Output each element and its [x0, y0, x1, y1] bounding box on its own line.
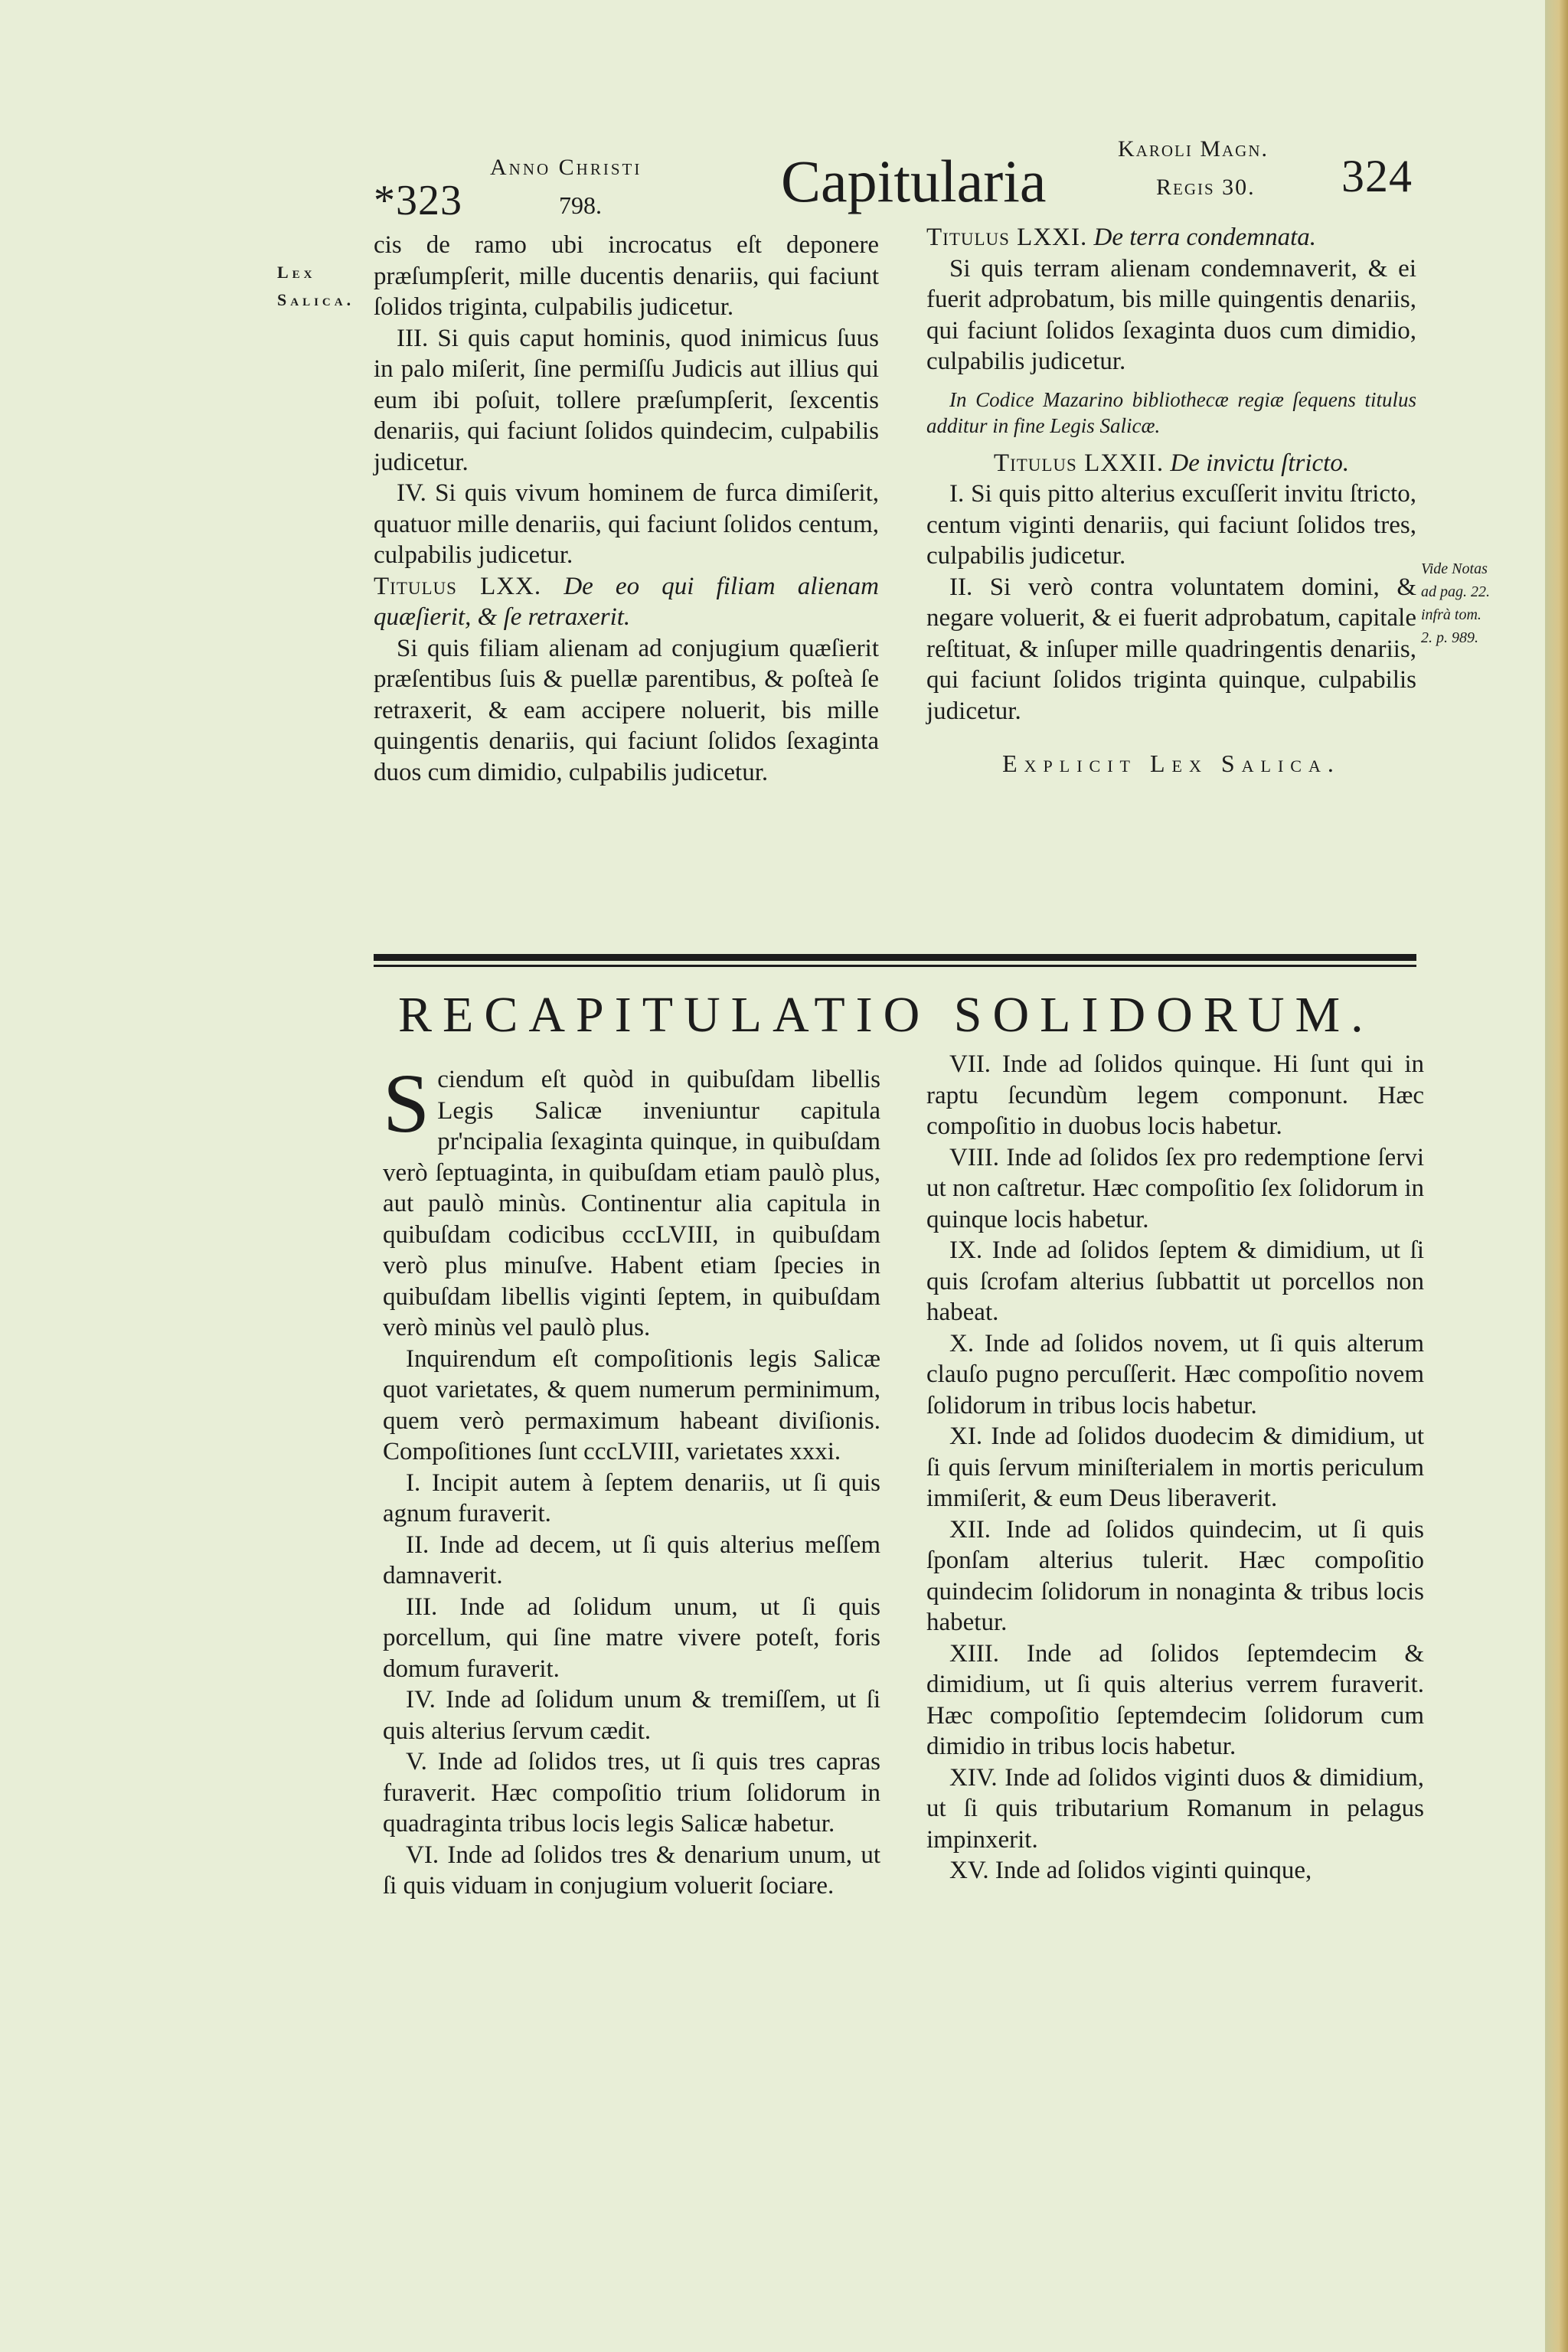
- margin-line: Salica.: [277, 290, 355, 309]
- titulus-heading: [926, 448, 1416, 479]
- titulus-label: Titulus LXX.: [374, 572, 542, 600]
- header-anno-year: 798.: [559, 191, 602, 219]
- list-item: IX. Inde ad ſolidos ſeptem & dimidium, ut ſi quis ſcrofam alterius ſubbattit ut porcellos non habeat.: [926, 1236, 1424, 1326]
- running-title: Capitularia: [781, 148, 1047, 214]
- page-number-left: *323: [374, 177, 462, 224]
- page-number-right: 324: [1341, 151, 1413, 201]
- book-spine: [1545, 0, 1568, 2352]
- titulus-title: De invictu ſtricto.: [1170, 449, 1350, 477]
- titulus-heading: [374, 571, 879, 633]
- margin-line: 2. p. 989.: [1421, 629, 1478, 646]
- paragraph: Si quis filiam alienam ad conjugium quæſierit præſentibus ſuis & puellæ parentibus, & poſteà ſe retraxerit, & eam accipere noluerit, bis mille quingentis denariis, qui faciunt ſolidos ſexaginta duos cum dimidio, culpabilis judicetur.: [374, 634, 879, 786]
- margin-note-vide: [1421, 557, 1490, 649]
- titulus-label: Titulus LXXII.: [993, 449, 1165, 477]
- paragraph-text: ciendum eſt quòd in quibuſdam libellis Legis Salicæ inveniuntur capitula pr'ncipalia ſexaginta quinque, in quibuſdam verò ſeptuaginta, in quibuſdam etiam paulò plus, aut paulò minùs. Continentur alia capitula in quibuſdam codicibus cccLVIII, in quibuſdam verò plus minuſve. Habent etiam ſpecies in quibuſdam libellis viginti ſeptem, in quibuſdam verò minùs vel paulò plus.: [383, 1066, 880, 1341]
- column-2: [926, 222, 1416, 779]
- section-title: RECAPITULATIO SOLIDORUM.: [398, 987, 1374, 1043]
- list-item: III. Inde ad ſolidum unum, ut ſi quis porcellum, qui ſine matre vivere poteſt, foris domum furaverit.: [383, 1592, 880, 1683]
- margin-line: Lex: [277, 263, 316, 282]
- titulus-title: De eo qui filiam alienam quæſierit, & ſe retraxerit.: [374, 572, 880, 631]
- column-4: [926, 1049, 1424, 1886]
- list-item: XIV. Inde ad ſolidos viginti duos & dimidium, ut ſi quis tributarium Romanum in pelagus impinxerit.: [926, 1763, 1424, 1854]
- paragraph: Inquirendum eſt compoſitionis legis Salicæ quot varietates, & quem numerum perminimum, quem verò permaximum habeant diviſionis. Compoſitiones ſunt cccLVIII, varietates xxxi.: [383, 1344, 880, 1465]
- paragraph: Si quis terram alienam condemnaverit, & ei fuerit adprobatum, bis mille quingentis denariis, qui faciunt ſolidos ſexaginta duos cum dimidio, culpabilis judicetur.: [926, 254, 1416, 375]
- column-1: [374, 230, 879, 788]
- paragraph: I. Si quis pitto alterius excuſſerit invitu ſtricto, centum viginti denariis, qui faciunt ſolidos tres, culpabilis judicetur.: [926, 480, 1416, 570]
- paragraph: IV. Si quis vivum hominem de furca dimiſerit, quatuor mille denariis, qui faciunt ſolidos centum, culpabilis judicetur.: [374, 479, 879, 569]
- paragraph: II. Si verò contra voluntatem domini, & negare voluerit, & ei fuerit adprobatum, capitale reſtituat, & inſuper mille quadringentis denariis, qui faciunt ſolidos triginta quinque, culpabilis judicetur.: [926, 573, 1416, 725]
- section-divider-thin: [374, 965, 1416, 967]
- header-karoli: Karoli Magn.: [1118, 136, 1269, 162]
- list-item: XI. Inde ad ſolidos duodecim & dimidium, ut ſi quis ſervum miniſterialem in mortis periculum immiſerit, & eum Deus liberaverit.: [926, 1423, 1424, 1512]
- paragraph: [383, 1057, 880, 1344]
- list-item: VIII. Inde ad ſolidos ſex pro redemptione ſervi ut non caſtretur. Hæc compoſitio ſex ſolidorum in quinque locis habetur.: [926, 1143, 1424, 1233]
- list-item: VII. Inde ad ſolidos quinque. Hi ſunt qui in raptu ſecundùm legem componunt. Hæc compoſitio in duobus locis habetur.: [926, 1050, 1424, 1140]
- editorial-note: In Codice Mazarino bibliothecæ regiæ ſequens titulus additur in fine Legis Salicæ.: [926, 387, 1416, 437]
- list-item: I. Incipit autem à ſeptem denariis, ut ſi quis agnum furaverit.: [383, 1468, 880, 1527]
- titulus-title: De terra condemnata.: [1093, 224, 1317, 251]
- list-item: IV. Inde ad ſolidum unum & tremiſſem, ut ſi quis alterius ſervum cædit.: [383, 1686, 880, 1745]
- margin-note-lex: [277, 259, 354, 314]
- section-divider-thick: [374, 954, 1416, 961]
- header-anno: Anno Christi: [490, 155, 642, 180]
- list-item: X. Inde ad ſolidos novem, ut ſi quis alterum clauſo pugno percuſſerit. Hæc compoſitio novem ſolidorum in tribus locis habetur.: [926, 1329, 1424, 1419]
- margin-line: infrà tom.: [1421, 606, 1481, 623]
- paragraph: III. Si quis caput hominis, quod inimicus ſuus in palo miſerit, ſine permiſſu Judicis aut illius qui eum ibi poſuit, tollere præſumpſerit, ſexcentis denariis, qui faciunt ſolidos quindecim, culpabilis judicetur.: [374, 324, 879, 476]
- titulus-label: Titulus LXXI.: [926, 224, 1088, 251]
- list-item: XIII. Inde ad ſolidos ſeptemdecim & dimidium, ut ſi quis alterius verrem furaverit. Hæc compoſitio ſeptemdecim ſolidorum cum dimidio in tribus locis habetur.: [926, 1639, 1424, 1760]
- column-3: [383, 1057, 880, 1902]
- list-item: XII. Inde ad ſolidos quindecim, ut ſi quis ſponſam alterius tulerit. Hæc compoſitio quindecim ſolidorum in nonaginta & tribus locis habetur.: [926, 1515, 1424, 1636]
- paragraph: cis de ramo ubi incrocatus eſt deponere præſumpſerit, mille ducentis denariis, qui faciunt ſolidos triginta, culpabilis judicetur.: [374, 231, 879, 321]
- list-item: VI. Inde ad ſolidos tres & denarium unum, ut ſi quis viduam in conjugium voluerit ſociare.: [383, 1841, 880, 1900]
- list-item: II. Inde ad decem, ut ſi quis alterius meſſem damnaverit.: [383, 1530, 880, 1589]
- list-item: V. Inde ad ſolidos tres, ut ſi quis tres capras furaverit. Hæc compoſitio trium ſolidorum in quadraginta tribus locis legis Salicæ habetur.: [383, 1748, 880, 1838]
- drop-cap: S: [383, 1057, 430, 1150]
- margin-line: Vide Notas: [1421, 560, 1488, 577]
- titulus-heading: [926, 222, 1416, 253]
- explicit-line: Explicit Lex Salica.: [1002, 750, 1341, 777]
- margin-line: ad pag. 22.: [1421, 583, 1490, 600]
- header-regis: Regis 30.: [1156, 175, 1256, 200]
- list-item: XV. Inde ad ſolidos viginti quinque,: [949, 1857, 1312, 1884]
